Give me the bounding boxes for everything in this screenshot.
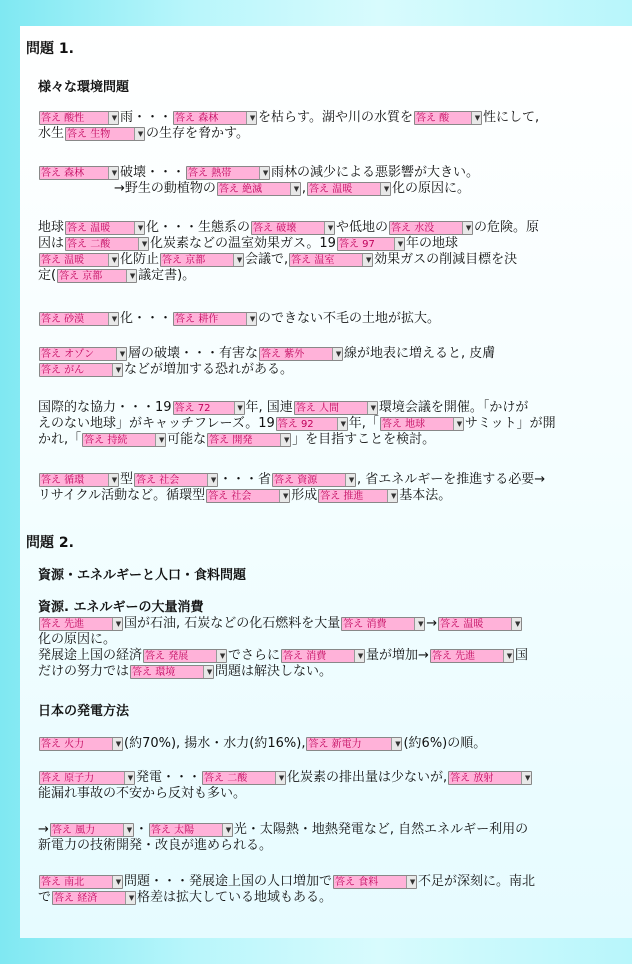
worksheet	[20, 26, 632, 938]
dropdown-arrow-icon: ▼	[155, 434, 166, 446]
answer-select[interactable]: 答え 二酸 ▼	[202, 771, 286, 785]
dropdown-arrow-icon: ▼	[387, 490, 398, 502]
answer-select[interactable]: 答え 循環 ▼	[39, 473, 119, 487]
answer-select[interactable]: 答え 絶滅 ▼	[217, 182, 301, 196]
dropdown-arrow-icon: ▼	[345, 474, 356, 486]
paragraph-natural-energy: → 答え 風力 ▼ ・ 答え 太陽 ▼ 光・太陽熱・地熱発電など, 自然エネルギー利用の 新電力の技術開発・改良が進められる。	[38, 822, 529, 853]
paragraph-deforestation: 答え 森林 ▼ 破壊・・・ 答え 熱帯 ▼ 雨林の減少による悪影響が大きい。 →野生の動植物の 答え 絶滅 ▼ , 答え 温暖 ▼ 化の原因に。	[41, 165, 480, 196]
answer-select[interactable]: 答え 新電力 ▼	[306, 737, 402, 751]
dropdown-arrow-icon: ▼	[391, 738, 402, 750]
dropdown-arrow-icon: ▼	[503, 650, 514, 662]
answer-select[interactable]: 答え 酸性 ▼	[39, 111, 119, 125]
answer-select[interactable]: 答え 先進 ▼	[39, 617, 123, 631]
dropdown-arrow-icon: ▼	[234, 402, 245, 414]
answer-select[interactable]: 答え 社会 ▼	[206, 489, 290, 503]
paragraph-desertification: 答え 砂漠 ▼ 化・・・ 答え 耕作 ▼ のできない不毛の土地が拡大。	[41, 311, 441, 326]
dropdown-arrow-icon: ▼	[108, 254, 119, 266]
dropdown-arrow-icon: ▼	[108, 167, 119, 179]
answer-select[interactable]: 答え 92 ▼	[276, 417, 348, 431]
dropdown-arrow-icon: ▼	[138, 238, 149, 250]
answer-select[interactable]: 答え 温室 ▼	[289, 253, 373, 267]
answer-select[interactable]: 答え 地球 ▼	[380, 417, 464, 431]
answer-select[interactable]: 答え 森林 ▼	[39, 166, 119, 180]
answer-select[interactable]: 答え 温暖 ▼	[438, 617, 522, 631]
paragraph-mass-consumption: 答え 先進 ▼ 国が石油, 石炭などの化石燃料を大量 答え 消費 ▼ → 答え 温暖 ▼ 化の原因に。 発展途上国の経済 答え 発展 ▼ でさらに 答え 消費 ▼ 量が増加→ 答え 先進 ▼ 国 だけの努力では 答え 環境 ▼ 問題は解決しない。	[38, 616, 528, 679]
paragraph-international-cooperation: 国際的な協力・・・19 答え 72 ▼ 年, 国連 答え 人間 ▼ 環境会議を開催。「かけが えのない地球」がキャッチフレーズ。19 答え 92 ▼ 年,「 答え 地球 ▼ サミット」が開 かれ,「 答え 持続 ▼ 可能な 答え 開発 ▼ 」を目指すことを検討。	[38, 400, 556, 447]
paragraph-global-warming: 地球 答え 温暖 ▼ 化・・・生態系の 答え 破壊 ▼ や低地の 答え 水没 ▼ の危険。原 因は 答え 二酸 ▼ 化炭素などの温室効果ガス。19 答え 97 ▼ 年の地球 答え 温暖 ▼ 化防止 答え 京都 ▼ 会議で, 答え 温室 ▼ 効果ガスの削減目標を決 定( 答え 京都 ▼ 議定書)。	[38, 220, 540, 283]
dropdown-arrow-icon: ▼	[279, 490, 290, 502]
answer-select[interactable]: 答え 社会 ▼	[134, 473, 218, 487]
dropdown-arrow-icon: ▼	[275, 772, 286, 784]
answer-select[interactable]: 答え 温暖 ▼	[307, 182, 391, 196]
answer-select[interactable]: 答え 持続 ▼	[82, 433, 166, 447]
answer-select[interactable]: 答え 二酸 ▼	[65, 237, 149, 251]
dropdown-arrow-icon: ▼	[126, 270, 137, 282]
answer-select[interactable]: 答え 京都 ▼	[57, 269, 137, 283]
dropdown-arrow-icon: ▼	[280, 434, 291, 446]
answer-select[interactable]: 答え 環境 ▼	[130, 665, 214, 679]
answer-select[interactable]: 答え 森林 ▼	[173, 111, 257, 125]
dropdown-arrow-icon: ▼	[511, 618, 522, 630]
answer-select[interactable]: 答え 食料 ▼	[333, 875, 417, 889]
dropdown-arrow-icon: ▼	[521, 772, 532, 784]
dropdown-arrow-icon: ▼	[222, 824, 233, 836]
dropdown-arrow-icon: ▼	[471, 112, 482, 124]
answer-select[interactable]: 答え 発展 ▼	[143, 649, 227, 663]
answer-select[interactable]: 答え 温暖 ▼	[65, 221, 145, 235]
section-title-environment: 様々な環境問題	[38, 80, 130, 95]
paragraph-north-south-problem: 答え 南北 ▼ 問題・・・発展途上国の人口増加で 答え 食料 ▼ 不足が深刻に。南北 で 答え 経済 ▼ 格差は拡大している地域もある。	[38, 874, 536, 905]
answer-select[interactable]: 答え 72 ▼	[173, 401, 245, 415]
dropdown-arrow-icon: ▼	[123, 824, 134, 836]
dropdown-arrow-icon: ▼	[125, 892, 136, 904]
answer-select[interactable]: 答え 資源 ▼	[272, 473, 356, 487]
dropdown-arrow-icon: ▼	[112, 364, 123, 376]
dropdown-arrow-icon: ▼	[462, 222, 473, 234]
dropdown-arrow-icon: ▼	[216, 650, 227, 662]
dropdown-arrow-icon: ▼	[207, 474, 218, 486]
answer-select[interactable]: 答え 消費 ▼	[281, 649, 365, 663]
dropdown-arrow-icon: ▼	[246, 313, 257, 325]
answer-select[interactable]: 答え 熱帯 ▼	[186, 166, 270, 180]
subsection-title-power-generation: 日本の発電方法	[38, 704, 130, 719]
answer-select[interactable]: 答え 温暖 ▼	[39, 253, 119, 267]
dropdown-arrow-icon: ▼	[332, 348, 343, 360]
answer-select[interactable]: 答え 推進 ▼	[318, 489, 398, 503]
answer-select[interactable]: 答え 水没 ▼	[389, 221, 473, 235]
dropdown-arrow-icon: ▼	[233, 254, 244, 266]
answer-select[interactable]: 答え 太陽 ▼	[149, 823, 233, 837]
dropdown-arrow-icon: ▼	[112, 738, 123, 750]
dropdown-arrow-icon: ▼	[414, 618, 425, 630]
answer-select[interactable]: 答え 経済 ▼	[52, 891, 136, 905]
answer-select[interactable]: 答え 破壊 ▼	[251, 221, 335, 235]
answer-select[interactable]: 答え オゾン ▼	[39, 347, 127, 361]
dropdown-arrow-icon: ▼	[367, 402, 378, 414]
subsection-title-consumption: 資源. エネルギーの大量消費	[38, 600, 204, 615]
dropdown-arrow-icon: ▼	[406, 876, 417, 888]
dropdown-arrow-icon: ▼	[108, 313, 119, 325]
answer-select[interactable]: 答え がん ▼	[39, 363, 123, 377]
dropdown-arrow-icon: ▼	[362, 254, 373, 266]
answer-select[interactable]: 答え 京都 ▼	[160, 253, 244, 267]
dropdown-arrow-icon: ▼	[112, 618, 123, 630]
dropdown-arrow-icon: ▼	[290, 183, 301, 195]
answer-select[interactable]: 答え 火力 ▼	[39, 737, 123, 751]
answer-select[interactable]: 答え 人間 ▼	[294, 401, 378, 415]
dropdown-arrow-icon: ▼	[124, 772, 135, 784]
dropdown-arrow-icon: ▼	[324, 222, 335, 234]
answer-select[interactable]: 答え 消費 ▼	[341, 617, 425, 631]
dropdown-arrow-icon: ▼	[259, 167, 270, 179]
dropdown-arrow-icon: ▼	[354, 650, 365, 662]
paragraph-ozone: 答え オゾン ▼ 層の破壊・・・有害な 答え 紫外 ▼ 線が地表に増えると, 皮膚 答え がん ▼ などが増加する恐れがある。	[41, 346, 496, 377]
answer-select[interactable]: 答え 97 ▼	[337, 237, 405, 251]
answer-select[interactable]: 答え 風力 ▼	[50, 823, 134, 837]
section-title-resources: 資源・エネルギーと人口・食料問題	[38, 568, 247, 583]
paragraph-recycling-society: 答え 循環 ▼ 型 答え 社会 ▼ ・・・省 答え 資源 ▼ , 省エネルギーを推進する必要→ リサイクル活動など。循環型 答え 社会 ▼ 形成 答え 推進 ▼ 基本法。	[38, 472, 546, 503]
dropdown-arrow-icon: ▼	[108, 112, 119, 124]
paragraph-acid-rain: 答え 酸性 ▼ 雨・・・ 答え 森林 ▼ を枯らす。湖や川の水質を 答え 酸 ▼ 性にして, 水生 答え 生物 ▼ の生存を脅かす。	[38, 110, 540, 141]
answer-select[interactable]: 答え 生物 ▼	[65, 127, 145, 141]
answer-select[interactable]: 答え 開発 ▼	[207, 433, 291, 447]
question-1-heading: 問題 1.	[26, 41, 74, 57]
answer-select[interactable]: 答え 耕作 ▼	[173, 312, 257, 326]
answer-select[interactable]: 答え 紫外 ▼	[259, 347, 343, 361]
answer-select[interactable]: 答え 先進 ▼	[430, 649, 514, 663]
answer-select[interactable]: 答え 酸 ▼	[414, 111, 482, 125]
dropdown-arrow-icon: ▼	[116, 348, 127, 360]
dropdown-arrow-icon: ▼	[134, 128, 145, 140]
question-2-heading: 問題 2.	[26, 535, 74, 551]
answer-select[interactable]: 答え 原子力 ▼	[39, 771, 135, 785]
dropdown-arrow-icon: ▼	[246, 112, 257, 124]
dropdown-arrow-icon: ▼	[108, 474, 119, 486]
answer-select[interactable]: 答え 南北 ▼	[39, 875, 123, 889]
dropdown-arrow-icon: ▼	[337, 418, 348, 430]
paragraph-nuclear-power: 答え 原子力 ▼ 発電・・・ 答え 二酸 ▼ 化炭素の排出量は少ないが, 答え 放射 ▼ 能漏れ事故の不安から反対も多い。	[38, 770, 533, 802]
dropdown-arrow-icon: ▼	[134, 222, 145, 234]
paragraph-power-ratio: 答え 火力 ▼ (約70%), 揚水・水力(約16%), 答え 新電力 ▼ (約6%)の順。	[41, 736, 487, 751]
dropdown-arrow-icon: ▼	[112, 876, 123, 888]
dropdown-arrow-icon: ▼	[380, 183, 391, 195]
dropdown-arrow-icon: ▼	[203, 666, 214, 678]
dropdown-arrow-icon: ▼	[453, 418, 464, 430]
answer-select[interactable]: 答え 砂漠 ▼	[39, 312, 119, 326]
dropdown-arrow-icon: ▼	[394, 238, 405, 250]
answer-select[interactable]: 答え 放射 ▼	[448, 771, 532, 785]
